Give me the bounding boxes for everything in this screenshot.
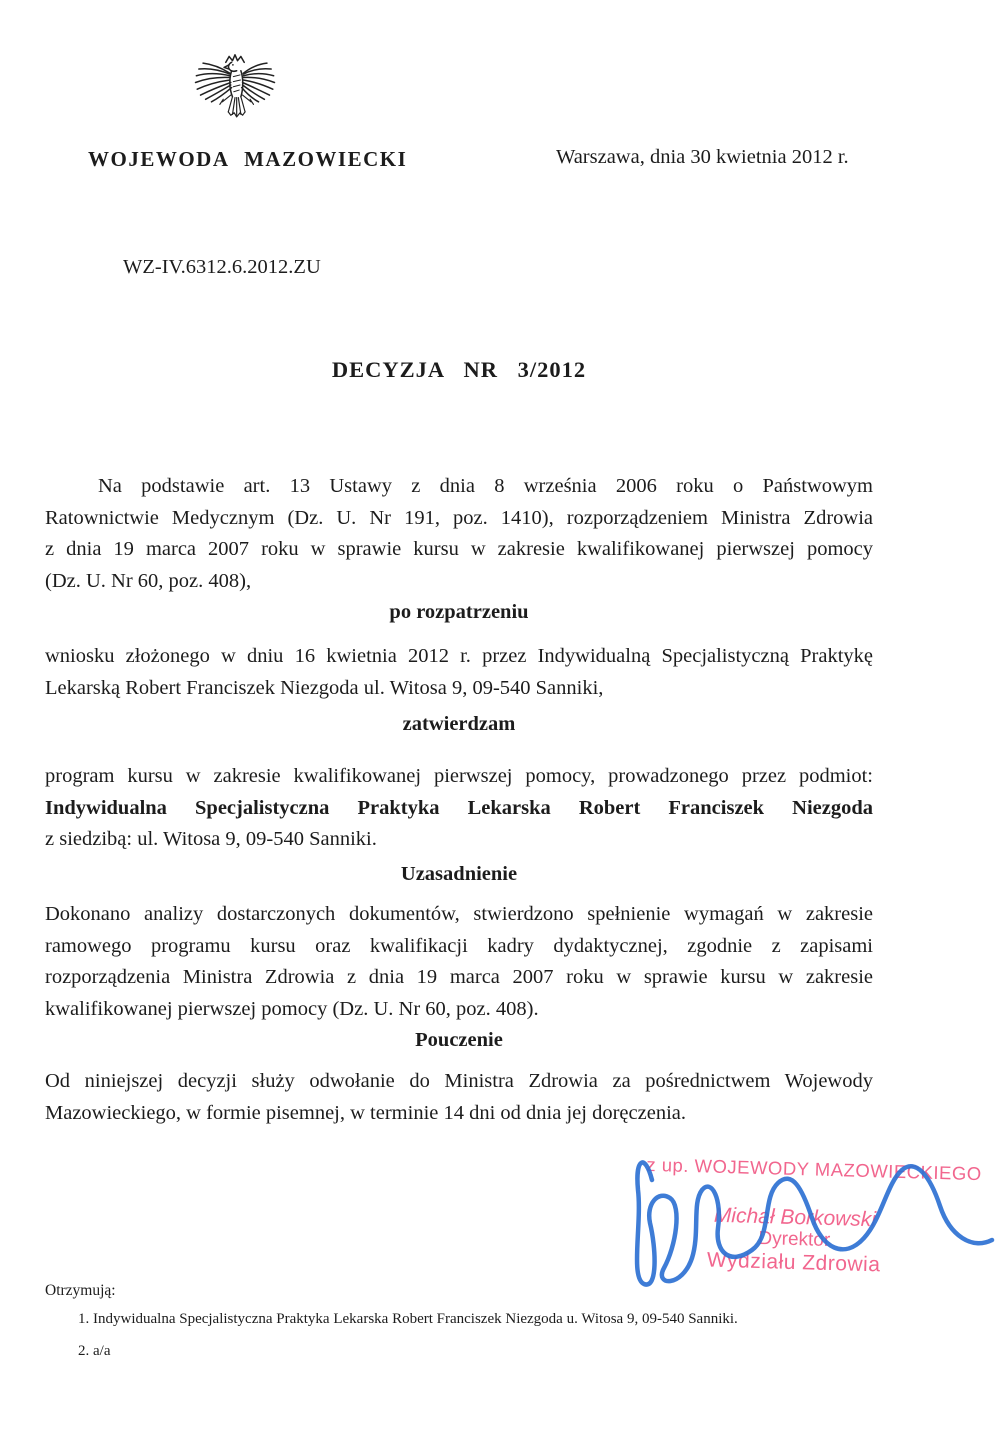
paragraph-line: ramowego programu kursu oraz kwalifikacji kadry dydaktycznej, zgodnie z zapisami [45, 934, 873, 957]
recipient-item: 2. a/a [78, 1343, 111, 1359]
legal-basis-paragraph [45, 471, 873, 597]
stamp-authorization-line: z up. WOJEWODY MAZOWIECKIEGO [646, 1153, 982, 1185]
paragraph-line: kwalifikowanej pierwszej pomocy (Dz. U. Nr 60, poz. 408). [45, 997, 539, 1020]
section-heading-po-rozpatrzeniu: po rozpatrzeniu [389, 601, 529, 623]
recipients-label: Otrzymują: [45, 1282, 116, 1299]
stamp-signer-role: Dyrektor [758, 1227, 831, 1251]
recipient-item: 1. Indywidualna Specjalistyczna Praktyka Lekarska Robert Franciszek Niezgoda u. Witosa 9, 09-540 Sanniki. [78, 1311, 738, 1327]
polish-eagle-emblem-icon [193, 50, 277, 136]
paragraph-line: Na podstawie art. 13 Ustawy z dnia 8 września 2006 roku o Państwowym [98, 475, 873, 497]
paragraph-line: z dnia 19 marca 2007 roku w sprawie kursu w zakresie kwalifikowanej pierwszej pomocy [45, 538, 873, 560]
approved-entity-name: Indywidualna Specjalistyczna Praktyka Lekarska Robert Franciszek Niezgoda [45, 796, 873, 819]
official-stamp [643, 1153, 982, 1278]
paragraph-line: Mazowieckiego, w formie pisemnej, w terminie 14 dni od dnia jej doręczenia. [45, 1101, 686, 1124]
paragraph-line: program kursu w zakresie kwalifikowanej pierwszej pomocy, prowadzonego przez podmiot: [45, 765, 873, 787]
paragraph-line: z siedzibą: ul. Witosa 9, 09-540 Sanniki. [45, 828, 377, 850]
paragraph-line: rozporządzenia Ministra Zdrowia z dnia 19 marca 2007 roku w sprawie kursu w zakresie [45, 966, 873, 988]
paragraph-line: Dokonano analizy dostarczonych dokumentów, stwierdzono spełnienie wymagań w zakresie [45, 903, 873, 925]
paragraph-line: (Dz. U. Nr 60, poz. 408), [45, 569, 252, 592]
justification-paragraph [45, 899, 873, 1025]
appeal-instruction-paragraph [45, 1066, 873, 1129]
issuer-title: WOJEWODA MAZOWIECKI [88, 147, 408, 171]
paragraph-line: wniosku złożonego w dniu 16 kwietnia 2012 r. przez Indywidualną Specjalistyczną Praktykę [45, 645, 873, 667]
paragraph-line: Od niniejszej decyzji służy odwołanie do Ministra Zdrowia za pośrednictwem Wojewody [45, 1070, 873, 1092]
application-paragraph [45, 641, 873, 704]
section-heading-zatwierdzam: zatwierdzam [402, 713, 516, 735]
decision-title: DECYZJA NR 3/2012 [331, 357, 587, 382]
approval-paragraph [45, 761, 873, 856]
section-heading-pouczenie: Pouczenie [415, 1029, 503, 1051]
case-reference-number: WZ-IV.6312.6.2012.ZU [123, 256, 321, 278]
stamp-signer-unit: Wydziału Zdrowia [706, 1248, 881, 1277]
paragraph-line: Ratownictwie Medycznym (Dz. U. Nr 191, poz. 1410), rozporządzeniem Ministra Zdrowia [45, 506, 873, 529]
stamp-signer-name: Michał Borkowski [713, 1203, 877, 1232]
place-and-date: Warszawa, dnia 30 kwietnia 2012 r. [556, 146, 849, 168]
section-heading-uzasadnienie: Uzasadnienie [400, 863, 518, 885]
paragraph-line: Lekarską Robert Franciszek Niezgoda ul. Witosa 9, 09-540 Sanniki, [45, 676, 604, 699]
